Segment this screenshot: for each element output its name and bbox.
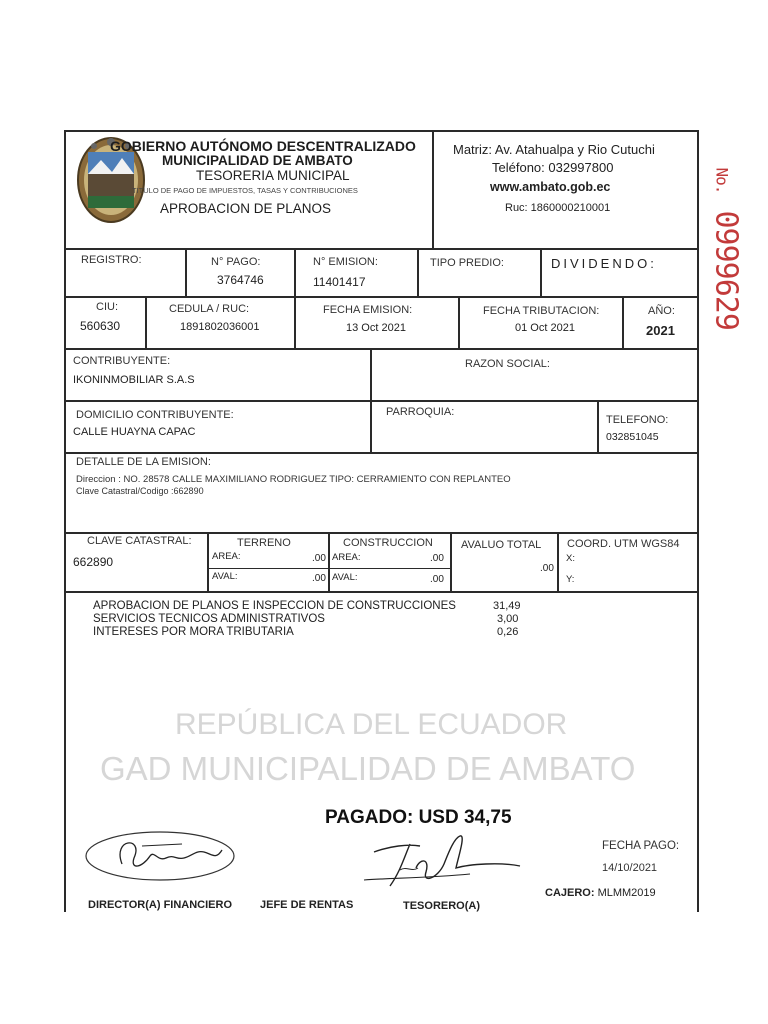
coord-x-label: X:	[566, 553, 575, 564]
emision-value: 11401417	[313, 275, 366, 289]
coord-utm-label: COORD. UTM WGS84	[567, 538, 680, 550]
watermark-line-1: REPÚBLICA DEL ECUADOR	[175, 708, 568, 741]
registro-label: REGISTRO:	[81, 254, 142, 266]
concept-amount: 0,26	[497, 626, 519, 638]
director-signature	[82, 828, 242, 886]
fecha-pago-value: 14/10/2021	[602, 862, 658, 874]
pago-label: N° PAGO:	[211, 256, 261, 268]
cajero-label: CAJERO:	[545, 887, 595, 899]
emision-label: N° EMISION:	[313, 256, 378, 268]
director-label: DIRECTOR(A) FINANCIERO	[88, 899, 233, 911]
constr-area-label: AREA:	[332, 552, 361, 563]
coord-y-label: Y:	[566, 574, 575, 585]
serial-number	[708, 167, 744, 330]
concept-list	[93, 600, 573, 639]
matriz-phone: Teléfono: 032997800	[492, 160, 614, 175]
detalle-direccion: Direccion : NO. 28578 CALLE MAXIMILIANO RODRIGUEZ TIPO: CERRAMIENTO CON REPLANTEO	[76, 474, 511, 485]
detalle-clave: Clave Catastral/Codigo :662890	[76, 486, 204, 496]
matriz-address: Matriz: Av. Atahualpa y Rio Cutuchi	[453, 142, 655, 157]
watermark-line-2: GAD MUNICIPALIDAD DE AMBATO	[100, 750, 636, 787]
terreno-label: TERRENO	[237, 537, 291, 549]
org-line-2: MUNICIPALIDAD DE AMBATO	[162, 153, 353, 168]
avaluo-total-value: .00	[540, 563, 554, 574]
terreno-aval-label: AVAL:	[212, 571, 238, 582]
concept-amount: 31,49	[493, 600, 521, 612]
concept-row	[93, 626, 573, 639]
concept-name: INTERESES POR MORA TRIBUTARIA	[93, 626, 294, 638]
tipo-predio-label: TIPO PREDIO:	[430, 257, 504, 269]
clave-catastral-value: 662890	[73, 555, 114, 569]
fecha-tributacion-label: FECHA TRIBUTACION:	[483, 305, 600, 317]
ciu-label: CIU:	[96, 301, 118, 313]
contribuyente-value: IKONINMOBILIAR S.A.S	[73, 374, 195, 386]
parroquia-label: PARROQUIA:	[386, 406, 455, 418]
jefe-rentas-label: JEFE DE RENTAS	[260, 899, 354, 911]
tesorero-label: TESORERO(A)	[403, 900, 480, 912]
telefono-value: 032851045	[606, 431, 659, 443]
anio-value: 2021	[646, 323, 675, 338]
fecha-emision-label: FECHA EMISION:	[323, 304, 413, 316]
clave-catastral-label: CLAVE CATASTRAL:	[87, 535, 192, 547]
org-line-4: TITULO DE PAGO DE IMPUESTOS, TASAS Y CONTRIBUCIONES	[132, 186, 358, 195]
serial-no-label: No.	[712, 167, 732, 194]
serial-value: 0999629	[708, 210, 744, 330]
detalle-label: DETALLE DE LA EMISION:	[76, 456, 211, 468]
cedula-label: CEDULA / RUC:	[169, 303, 250, 315]
concept-row	[93, 600, 573, 613]
concept-name: APROBACION DE PLANOS E INSPECCION DE CONSTRUCCIONES	[93, 600, 456, 612]
concept-row	[93, 613, 573, 626]
cajero	[545, 887, 656, 899]
fecha-tributacion-value: 01 Oct 2021	[515, 322, 575, 334]
concept-amount: 3,00	[497, 613, 519, 625]
fecha-emision-value: 13 Oct 2021	[346, 322, 406, 334]
avaluo-total-label: AVALUO TOTAL	[461, 539, 542, 551]
document-type: APROBACION DE PLANOS	[160, 201, 332, 216]
ciu-value: 560630	[80, 319, 121, 333]
domicilio-value: CALLE HUAYNA CAPAC	[73, 426, 196, 438]
dividendo-label: DIVIDENDO:	[551, 256, 657, 271]
org-line-1: GOBIERNO AUTÓNOMO DESCENTRALIZADO	[110, 138, 416, 154]
terreno-aval-value: .00	[312, 573, 326, 584]
ruc: Ruc: 1860000210001	[505, 202, 611, 214]
telefono-label: TELEFONO:	[606, 414, 669, 426]
treasurer-signature	[360, 828, 530, 894]
fecha-pago-label: FECHA PAGO:	[602, 840, 680, 852]
cedula-value: 1891802036001	[180, 321, 260, 333]
anio-label: AÑO:	[648, 305, 675, 317]
constr-aval-value: .00	[430, 574, 444, 585]
constr-area-value: .00	[430, 553, 444, 564]
contribuyente-label: CONTRIBUYENTE:	[73, 355, 171, 367]
org-line-3: TESORERIA MUNICIPAL	[196, 168, 350, 183]
total-paid: PAGADO: USD 34,75	[325, 807, 512, 828]
construccion-label: CONSTRUCCION	[343, 537, 433, 549]
cajero-value: MLMM2019	[597, 887, 656, 899]
terreno-area-label: AREA:	[212, 551, 241, 562]
terreno-area-value: .00	[312, 553, 326, 564]
pago-value: 3764746	[217, 273, 264, 287]
domicilio-label: DOMICILIO CONTRIBUYENTE:	[76, 409, 234, 421]
razon-social-label: RAZON SOCIAL:	[465, 358, 550, 370]
website: www.ambato.gob.ec	[490, 180, 611, 194]
constr-aval-label: AVAL:	[332, 572, 358, 583]
concept-name: SERVICIOS TECNICOS ADMINISTRATIVOS	[93, 613, 325, 625]
